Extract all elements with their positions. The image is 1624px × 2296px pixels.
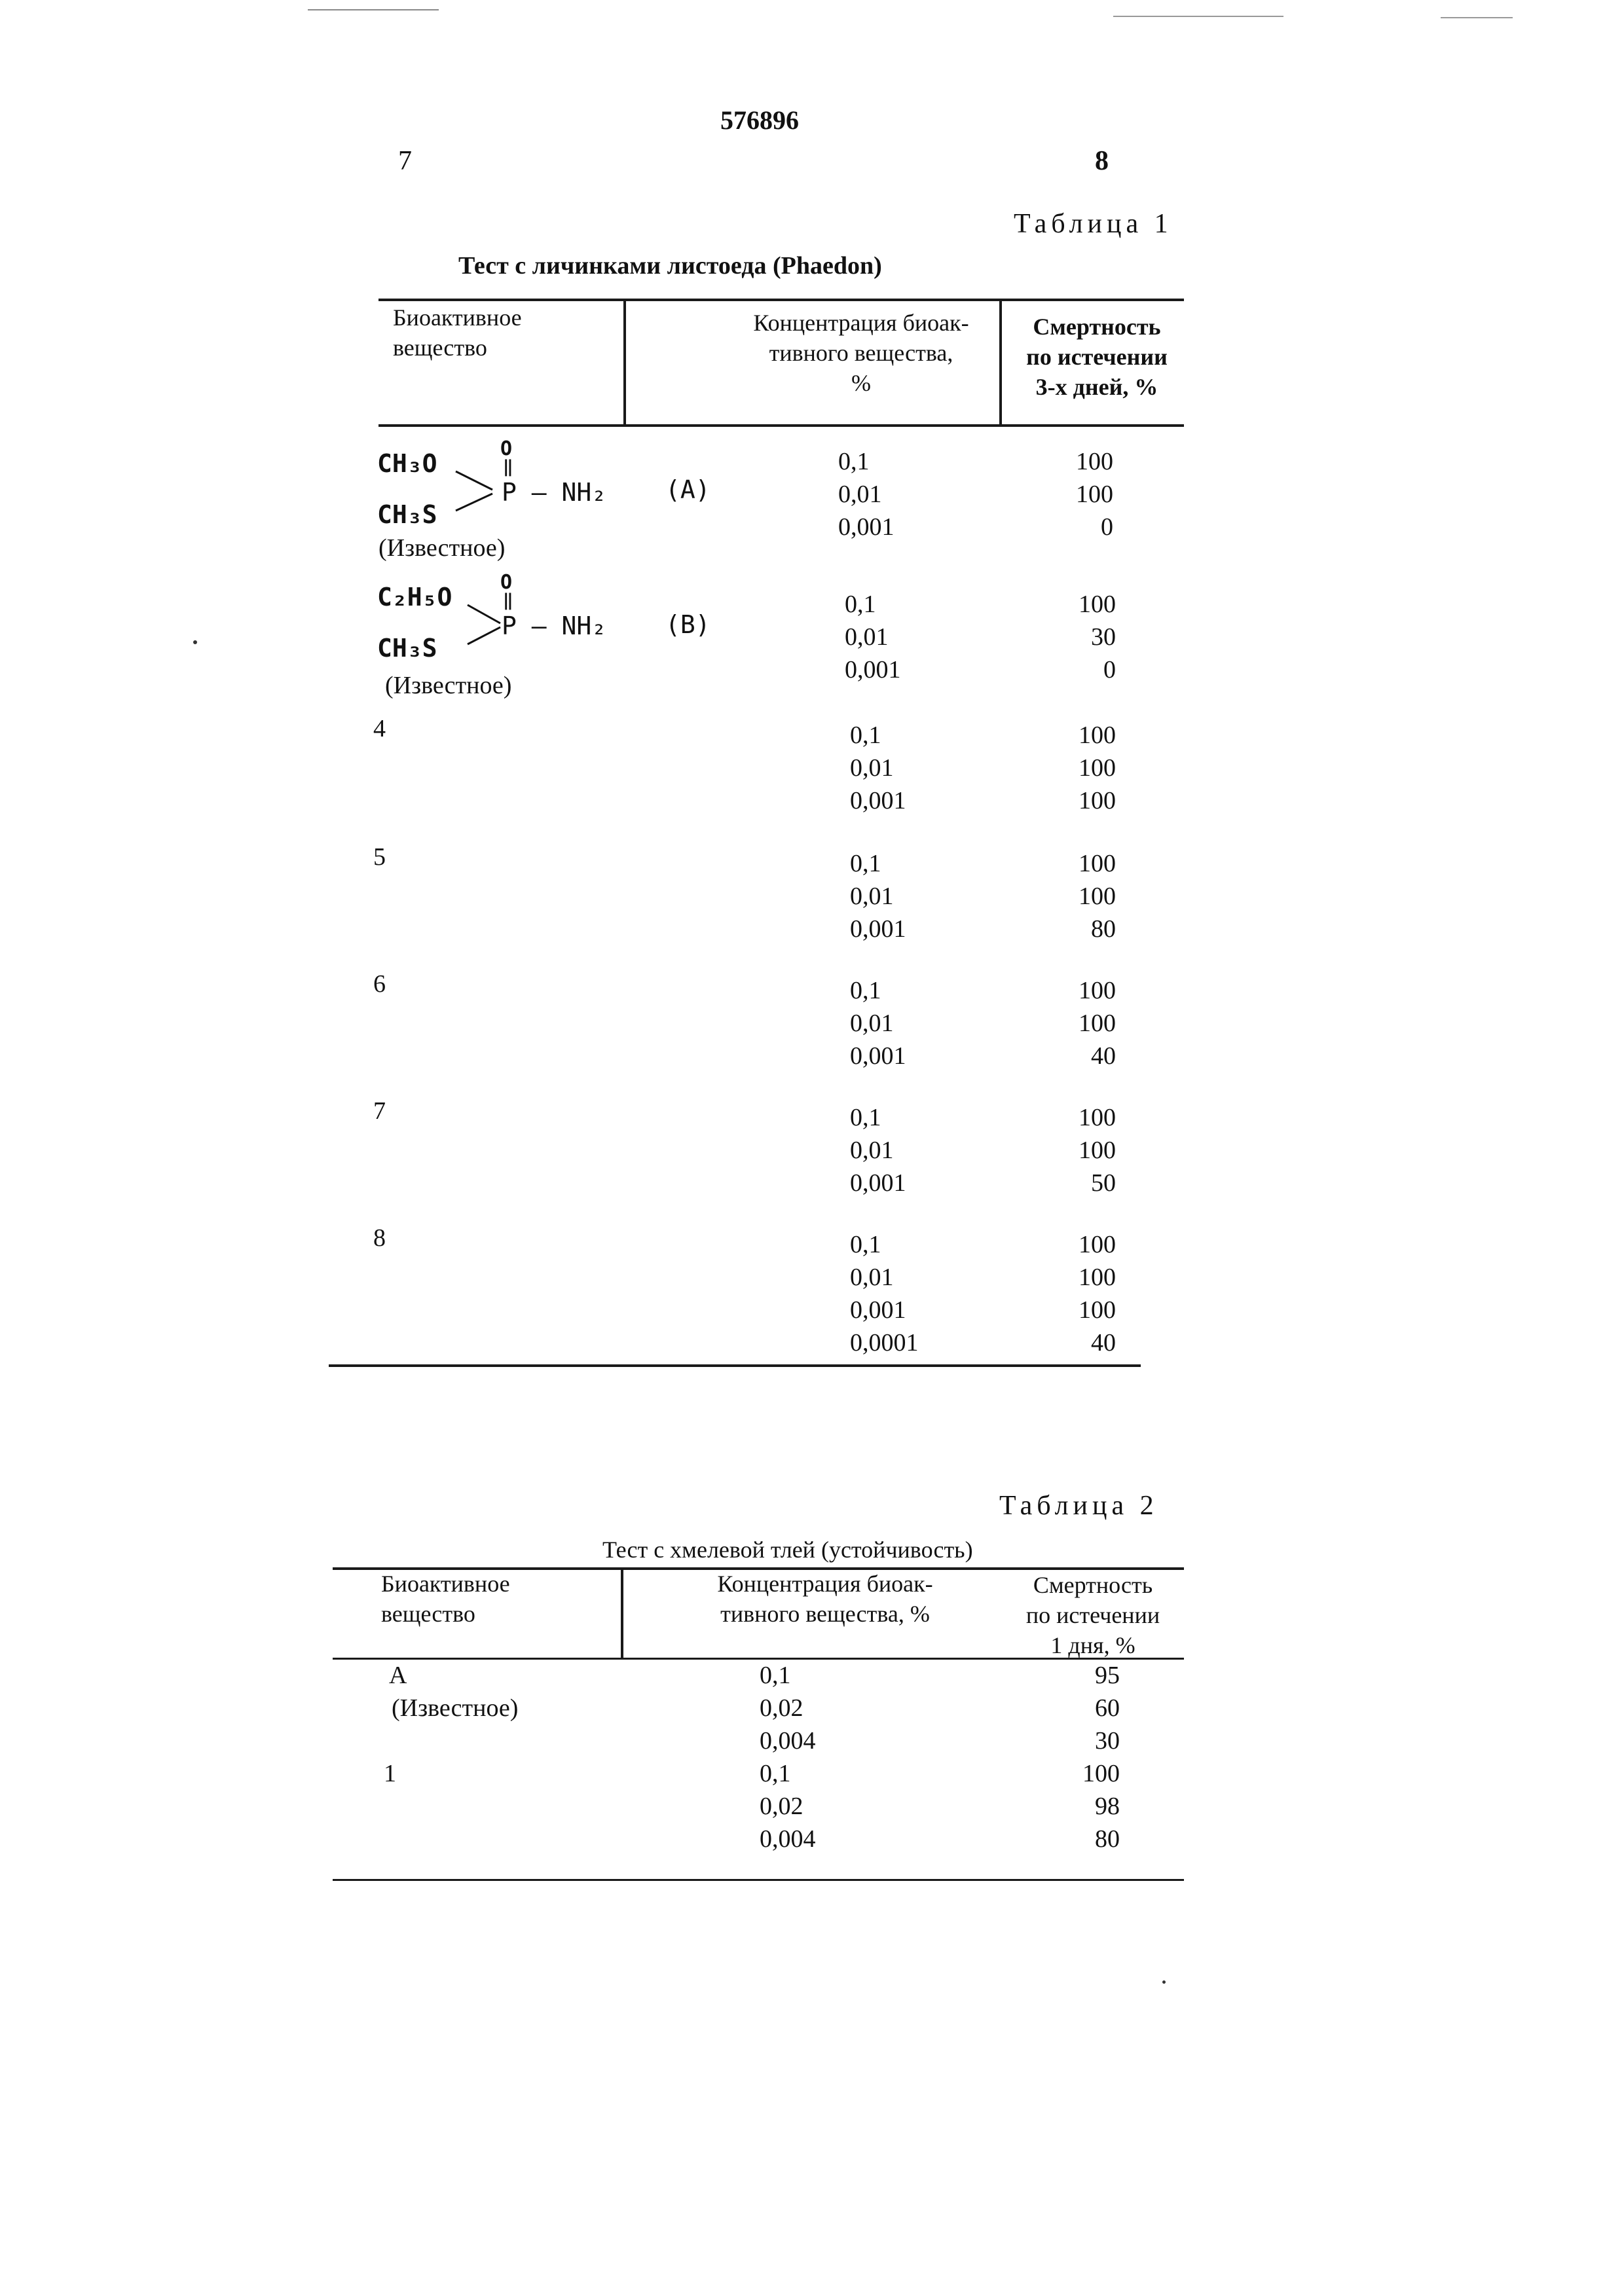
scan-speck [193, 640, 197, 644]
table-value: CH₃O [377, 449, 437, 478]
table-value: 0,004 [760, 1727, 816, 1755]
table-value: C₂H₅O [377, 583, 452, 611]
table2-col-header-concentration [688, 1569, 963, 1629]
table-value: 0,001 [850, 1169, 906, 1197]
table-value: 0,01 [845, 623, 889, 651]
table1-mort-cell [1050, 974, 1116, 1072]
bond-lines [466, 601, 512, 653]
table-value: Концентрация биоак- [753, 310, 969, 336]
table1-top-rule [378, 299, 1184, 301]
table-value: P – NH₂ [502, 611, 607, 640]
table-value: 0,1 [850, 1231, 881, 1258]
table-value: 0 [1101, 513, 1113, 541]
table-value: 100 [1079, 1137, 1116, 1164]
table-value: 40 [1091, 1042, 1116, 1070]
table-value: 0,001 [850, 1296, 906, 1324]
table-value: 80 [1095, 1825, 1120, 1853]
table1-mort-cell [1048, 445, 1113, 543]
table-value: тивного вещества, % [720, 1601, 930, 1627]
table-value: 100 [1079, 883, 1116, 910]
table1-col-header-substance [393, 302, 522, 363]
table-value: 0,1 [850, 721, 881, 749]
table-value: 50 [1091, 1169, 1116, 1197]
table1-mort-cell [1050, 847, 1116, 945]
table-value: 1 дня, % [1050, 1632, 1135, 1658]
table-value: 100 [1079, 1231, 1116, 1258]
table-value: 0,1 [850, 1104, 881, 1131]
table-value: 30 [1095, 1727, 1120, 1755]
table1-row-label: 4 [373, 715, 386, 742]
table1-row-label: 8 [373, 1224, 386, 1252]
table2-bottom-rule [333, 1879, 1184, 1881]
page-number-right: 8 [1095, 146, 1109, 176]
table-value: 0,001 [850, 1042, 906, 1070]
table-value: 3-х дней, % [1035, 374, 1158, 400]
table-value: Концентрация биоак- [717, 1571, 933, 1597]
table-value: 100 [1079, 787, 1116, 814]
compound-b-note: (Известное) [385, 672, 512, 699]
table-value: 0,02 [760, 1793, 803, 1820]
table1-caption: Таблица 1 [1014, 209, 1173, 239]
table-value: 0,1 [760, 1662, 791, 1689]
table1-row-label: 5 [373, 843, 386, 871]
table1-row-label: 7 [373, 1097, 386, 1125]
table-value: 0 [1103, 656, 1116, 683]
table2-conc-cell [760, 1659, 851, 1757]
table-value: вещество [381, 1601, 475, 1627]
table2-col-header-substance [381, 1569, 510, 1629]
table1-conc-cell [845, 588, 923, 686]
table-value: по истечении [1025, 1602, 1160, 1628]
table-value: Биоактивное [393, 304, 522, 331]
table-value: 100 [1079, 1264, 1116, 1291]
table-value: 0,001 [850, 787, 906, 814]
table-value: ‖ [503, 591, 513, 610]
table-value: 0,02 [760, 1694, 803, 1722]
table1-bottom-rule [329, 1364, 1141, 1367]
table-value: тивного вещества, [769, 340, 953, 366]
table-value: 0,1 [850, 977, 881, 1004]
table1-mort-cell [1050, 719, 1116, 817]
table-value: 60 [1095, 1694, 1120, 1722]
table2-caption: Таблица 2 [999, 1491, 1158, 1521]
table-value: 0,01 [850, 1264, 894, 1291]
table-value: Смертность [1033, 314, 1161, 340]
table1-header-rule [378, 424, 1184, 427]
table1-conc-cell [850, 974, 929, 1072]
table-value: 100 [1082, 1760, 1120, 1787]
table-value: 100 [1076, 448, 1113, 475]
table2-mort-cell [1054, 1757, 1120, 1855]
scan-speck [1162, 1980, 1166, 1984]
bond-lines [454, 467, 500, 520]
table2-row-label: 1 [384, 1760, 396, 1787]
table-value: 100 [1079, 721, 1116, 749]
table1-row-label: 6 [373, 970, 386, 998]
table-value: 100 [1079, 1010, 1116, 1037]
table2-row-note: (Известное) [392, 1694, 519, 1722]
table-value: 0,01 [850, 1137, 894, 1164]
table-value: Смертность [1033, 1572, 1153, 1598]
table-value: Биоактивное [381, 1571, 510, 1597]
table-value: ‖ [503, 457, 513, 477]
table2-conc-cell [760, 1757, 851, 1855]
table-value: 100 [1079, 754, 1116, 782]
table-value: 0,1 [845, 591, 876, 618]
table-value: 0,0001 [850, 1329, 919, 1357]
table1-mort-cell [1050, 588, 1116, 686]
table-value: 0,01 [850, 883, 894, 910]
table-value: P – NH₂ [502, 478, 607, 507]
table1-col-header-concentration [727, 308, 995, 398]
table-value: (B) [665, 610, 710, 639]
table-value: 100 [1079, 977, 1116, 1004]
scan-artifact [308, 9, 439, 10]
table-value: 100 [1079, 591, 1116, 618]
table-value: 0,001 [838, 513, 895, 541]
table-value: 100 [1079, 1296, 1116, 1324]
table-value: 0,1 [838, 448, 870, 475]
table-value: вещество [393, 335, 487, 361]
compound-a-note: (Известное) [378, 534, 506, 562]
scan-artifact [1113, 16, 1283, 17]
table2-row-label: A [389, 1662, 407, 1689]
table1-mort-cell [1050, 1228, 1116, 1359]
table-value: O [500, 571, 513, 594]
table-value: O [500, 437, 513, 460]
table1-col-divider [999, 299, 1002, 427]
table2-col-divider [621, 1567, 623, 1659]
table-value: CH₃S [377, 500, 437, 529]
table1-conc-cell [850, 847, 929, 945]
table-value: 95 [1095, 1662, 1120, 1689]
table-value: 0,1 [760, 1760, 791, 1787]
table-value: 40 [1091, 1329, 1116, 1357]
table1-col-header-mortality [1008, 312, 1185, 402]
table-value: 0,1 [850, 850, 881, 877]
table2-mort-cell [1054, 1659, 1120, 1757]
table-value: 100 [1079, 1104, 1116, 1131]
table1-col-divider [623, 299, 626, 427]
table1-title: Тест с личинками листоеда (Phaedon) [458, 252, 882, 280]
table-value: 0,01 [850, 754, 894, 782]
table-value: 0,01 [838, 481, 882, 508]
table1-conc-cell [838, 445, 917, 543]
table-value: % [851, 370, 871, 396]
table-value: 0,001 [850, 915, 906, 943]
table2-col-header-mortality [1011, 1570, 1175, 1660]
table1-conc-cell [850, 1101, 929, 1199]
table-value: 30 [1091, 623, 1116, 651]
table-value: 0,01 [850, 1010, 894, 1037]
table-value: 100 [1076, 481, 1113, 508]
scan-artifact [1441, 17, 1513, 18]
table-value: CH₃S [377, 634, 437, 663]
patent-number: 576896 [720, 105, 799, 135]
table1-mort-cell [1050, 1101, 1116, 1199]
table-value: 0,004 [760, 1825, 816, 1853]
table-value: 98 [1095, 1793, 1120, 1820]
table1-conc-cell [850, 1228, 948, 1359]
table2-title: Тест с хмелевой тлей (устойчивость) [602, 1537, 973, 1563]
table-value: 80 [1091, 915, 1116, 943]
table-value: 0,001 [845, 656, 901, 683]
table-value: 100 [1079, 850, 1116, 877]
table1-conc-cell [850, 719, 929, 817]
table-value: (A) [665, 475, 710, 504]
page-number-left: 7 [398, 146, 412, 176]
table-value: по истечении [1026, 344, 1168, 370]
